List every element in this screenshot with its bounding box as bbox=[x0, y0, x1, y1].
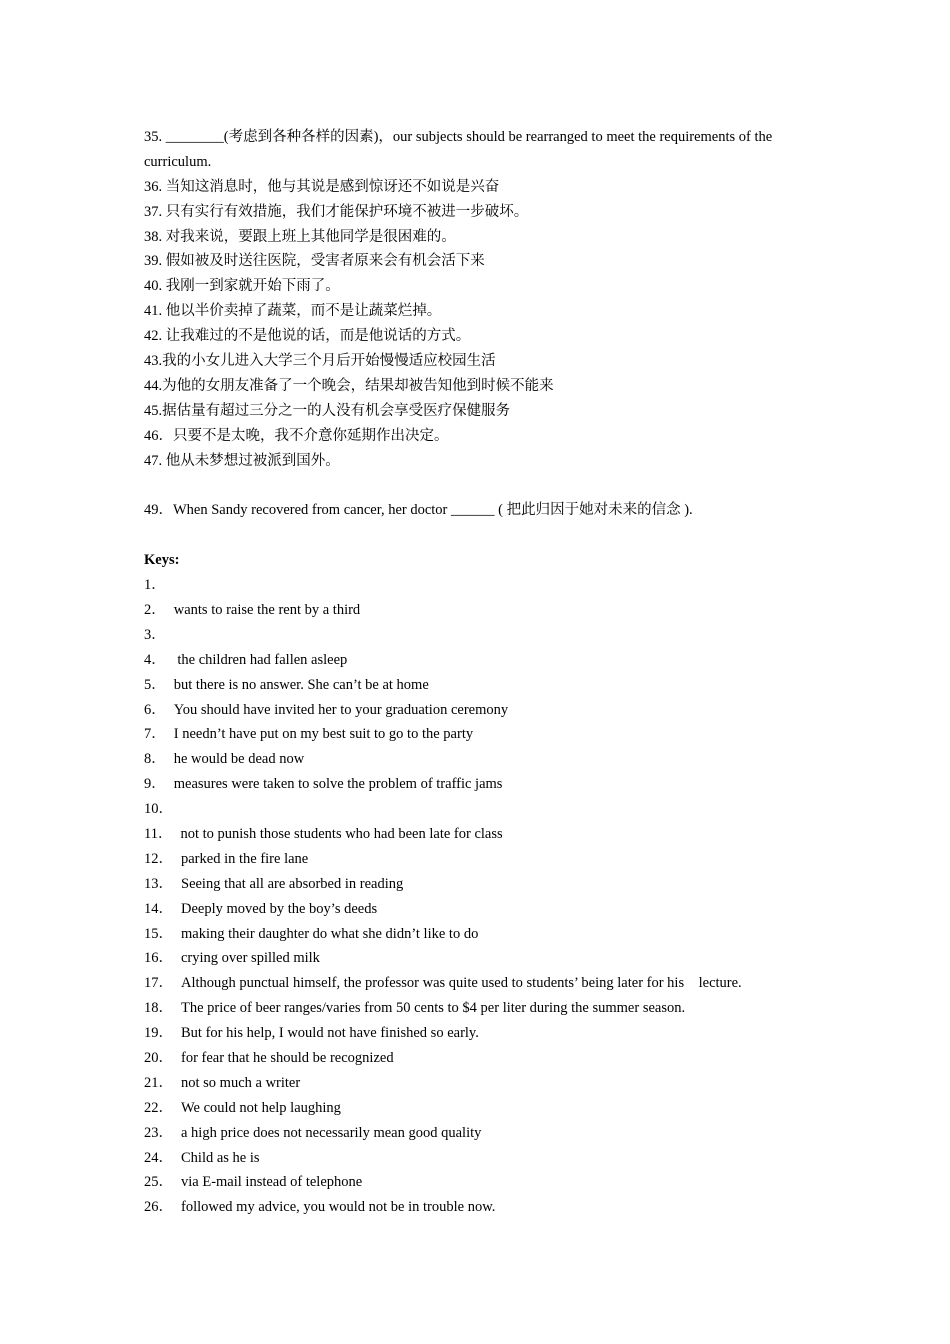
key-number: 4． bbox=[144, 651, 166, 668]
key-answer bbox=[166, 627, 174, 643]
key-number: 6． bbox=[144, 701, 166, 718]
question-46: 46．只要不是太晚，我不介意你延期作出决定。 bbox=[144, 427, 449, 444]
key-item bbox=[144, 623, 814, 648]
key-answer: I needn’t have put on my best suit to go to the party bbox=[173, 726, 474, 743]
question-42: 42. 让我难过的不是他说的话，而是他说话的方式。 bbox=[144, 328, 471, 345]
key-item bbox=[144, 772, 814, 797]
key-answer: for fear that he should be recognized bbox=[181, 1049, 394, 1066]
key-number: 18． bbox=[144, 1000, 173, 1017]
key-number: 21． bbox=[144, 1074, 173, 1091]
key-answer: The price of beer ranges/varies from 50 cents to $4 per liter during the summer season. bbox=[181, 1000, 686, 1017]
question-39: 39. 假如被及时送往医院，受害者原来会有机会活下来 bbox=[144, 253, 485, 270]
key-item bbox=[144, 897, 814, 922]
key-item bbox=[144, 747, 814, 772]
key-answer: making their daughter do what she didn’t like to do bbox=[181, 925, 479, 942]
key-item bbox=[144, 922, 814, 947]
keys-list bbox=[144, 573, 814, 1220]
key-number: 5． bbox=[144, 676, 166, 693]
question-49: 49．When Sandy recovered from cancer, her doctor ______ ( 把此归因于她对未来的信念 ). bbox=[144, 502, 693, 519]
key-answer: We could not help laughing bbox=[181, 1099, 341, 1116]
key-item bbox=[144, 1071, 814, 1096]
key-number: 25． bbox=[144, 1174, 173, 1191]
key-item bbox=[144, 847, 814, 872]
key-answer: You should have invited her to your graduation ceremony bbox=[173, 701, 509, 718]
key-answer bbox=[173, 801, 181, 817]
key-answer: Seeing that all are absorbed in reading bbox=[181, 875, 404, 892]
key-number: 11． bbox=[144, 825, 173, 842]
key-item bbox=[144, 1046, 814, 1071]
key-answer: parked in the fire lane bbox=[181, 850, 309, 867]
key-item bbox=[144, 946, 814, 971]
key-item bbox=[144, 673, 814, 698]
key-number: 24． bbox=[144, 1149, 173, 1166]
document-page bbox=[144, 125, 814, 1220]
key-answer: But for his help, I would not have finished so early. bbox=[181, 1025, 479, 1042]
key-number: 9． bbox=[144, 776, 166, 793]
key-number: 10． bbox=[144, 801, 173, 818]
question-47: 47. 他从未梦想过被派到国外。 bbox=[144, 452, 340, 469]
key-answer: crying over spilled milk bbox=[181, 950, 320, 967]
key-answer: via E-mail instead of telephone bbox=[181, 1174, 363, 1191]
key-item bbox=[144, 1021, 814, 1046]
key-item bbox=[144, 1170, 814, 1195]
key-item bbox=[144, 1195, 814, 1220]
key-number: 26． bbox=[144, 1199, 173, 1216]
key-number: 2． bbox=[144, 601, 166, 618]
key-answer: measures were taken to solve the problem of traffic jams bbox=[173, 776, 503, 793]
key-answer: Deeply moved by the boy’s deeds bbox=[181, 900, 378, 917]
key-item bbox=[144, 1096, 814, 1121]
question-44: 44.为他的女朋友准备了一个晚会，结果却被告知他到时候不能来 bbox=[144, 377, 554, 394]
key-answer: Child as he is bbox=[181, 1149, 260, 1166]
key-answer: not so much a writer bbox=[181, 1074, 301, 1091]
key-number: 20． bbox=[144, 1049, 173, 1066]
key-number: 13． bbox=[144, 875, 173, 892]
key-item bbox=[144, 971, 814, 996]
question-36: 36. 当知这消息时，他与其说是感到惊讶还不如说是兴奋 bbox=[144, 178, 500, 195]
question-40: 40. 我刚一到家就开始下雨了。 bbox=[144, 278, 340, 295]
key-number: 8． bbox=[144, 751, 166, 768]
key-answer: but there is no answer. She can’t be at home bbox=[173, 676, 429, 693]
key-answer: Although punctual himself, the professor was quite used to students’ being later for his lecture. bbox=[181, 975, 742, 992]
question-43: 43.我的小女儿进入大学三个月后开始慢慢适应校园生活 bbox=[144, 353, 496, 370]
key-number: 19． bbox=[144, 1025, 173, 1042]
key-item bbox=[144, 698, 814, 723]
key-number: 16． bbox=[144, 950, 173, 967]
key-number: 23． bbox=[144, 1124, 173, 1141]
key-item bbox=[144, 872, 814, 897]
question-45: 45.据估量有超过三分之一的人没有机会享受医疗保健服务 bbox=[144, 402, 511, 419]
key-answer: not to punish those students who had been late for class bbox=[180, 825, 503, 842]
key-answer: wants to raise the rent by a third bbox=[173, 601, 361, 618]
key-number: 22． bbox=[144, 1099, 173, 1116]
key-item bbox=[144, 996, 814, 1021]
key-item bbox=[144, 598, 814, 623]
key-number: 1． bbox=[144, 577, 166, 594]
key-item bbox=[144, 1146, 814, 1171]
key-item bbox=[144, 822, 814, 847]
spacer bbox=[144, 474, 814, 499]
key-answer: he would be dead now bbox=[173, 751, 305, 768]
key-number: 17． bbox=[144, 975, 173, 992]
key-answer: a high price does not necessarily mean good quality bbox=[181, 1124, 482, 1141]
spacer bbox=[144, 523, 814, 548]
question-35: 35. ________(考虑到各种各样的因素)，our subjects should be rearranged to meet the requirements of the curriculum. bbox=[144, 129, 773, 170]
question-41: 41. 他以半价卖掉了蔬菜，而不是让蔬菜烂掉。 bbox=[144, 303, 442, 320]
key-number: 3． bbox=[144, 626, 166, 643]
key-number: 7． bbox=[144, 726, 166, 743]
keys-heading: Keys: bbox=[144, 552, 180, 569]
key-number: 14． bbox=[144, 900, 173, 917]
key-item bbox=[144, 797, 814, 822]
key-item bbox=[144, 722, 814, 747]
key-item bbox=[144, 573, 814, 598]
key-item bbox=[144, 648, 814, 673]
key-answer: followed my advice, you would not be in trouble now. bbox=[181, 1199, 496, 1216]
question-37: 37. 只有实行有效措施，我们才能保护环境不被进一步破坏。 bbox=[144, 203, 529, 220]
question-38: 38. 对我来说，要跟上班上其他同学是很困难的。 bbox=[144, 228, 456, 245]
key-answer: the children had fallen asleep bbox=[173, 651, 348, 668]
key-number: 12． bbox=[144, 850, 173, 867]
key-answer bbox=[166, 577, 174, 593]
key-number: 15． bbox=[144, 925, 173, 942]
key-item bbox=[144, 1121, 814, 1146]
